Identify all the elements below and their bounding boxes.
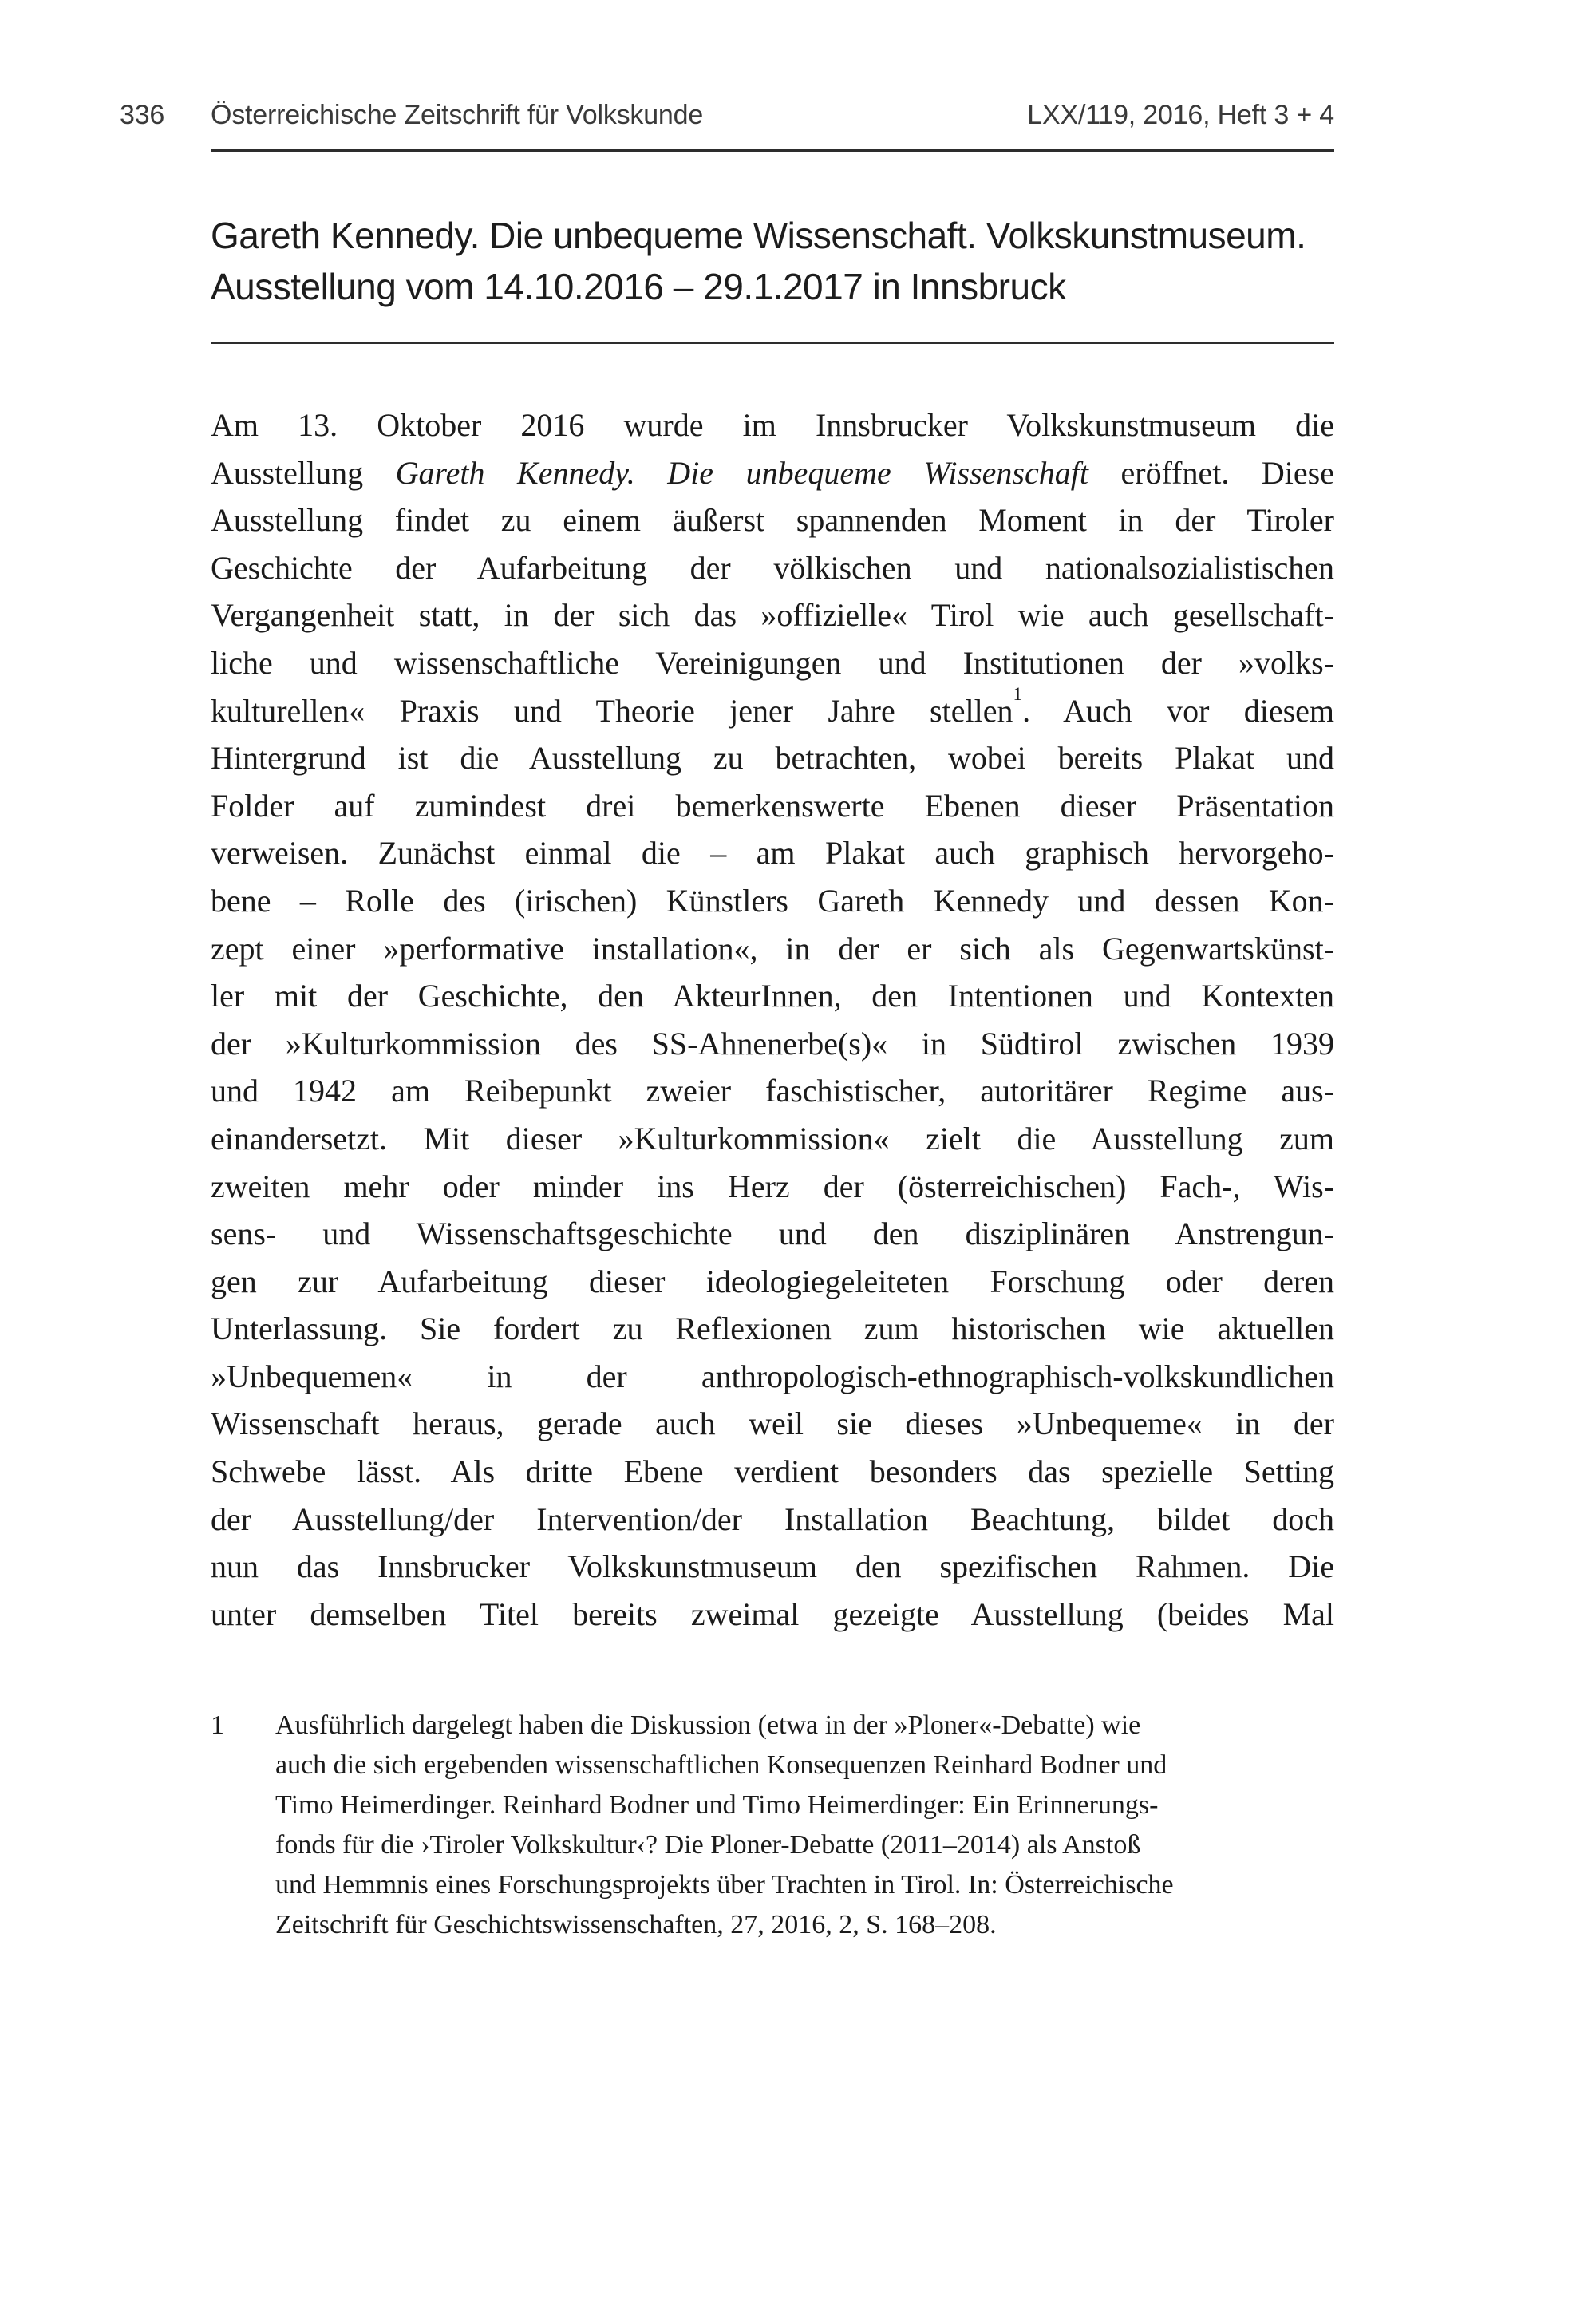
footnote-marker: 1: [211, 1710, 224, 1740]
body-line: unter demselben Titel bereits zweimal gezeigte Ausstellung (beides Mal: [211, 1595, 1334, 1632]
issue-info: LXX/119, 2016, Heft 3 + 4: [1027, 100, 1334, 130]
footnote-line: Zeitschrift für Geschichtswissenschaften, 27, 2016, 2, S. 168–208.: [275, 1910, 997, 1939]
body-line: zept einer »performative installation«, in der er sich als Gegenwartskünst-: [211, 930, 1334, 967]
body-line: verweisen. Zunächst einmal die – am Plakat auch graphisch hervorgeho-: [211, 835, 1334, 872]
body-line: einandersetzt. Mit dieser »Kulturkommission« zielt die Ausstellung zum: [211, 1120, 1334, 1156]
body-line: liche und wissenschaftliche Vereinigungen und Institutionen der »volks-: [211, 644, 1334, 681]
body-line: »Unbequemen« in der anthropologisch-ethnographisch-volkskundlichen: [211, 1358, 1334, 1394]
body-line: der Ausstellung/der Intervention/der Installation Beachtung, bildet doch: [211, 1500, 1334, 1537]
journal-title: Österreichische Zeitschrift für Volkskunde: [211, 100, 704, 130]
body-line: gen zur Aufarbeitung dieser ideologiegeleiteten Forschung oder deren: [211, 1263, 1334, 1299]
footnote-line: Ausführlich dargelegt haben die Diskussion (etwa in der »Ploner«-Debatte) wie: [275, 1710, 1141, 1740]
footnote-line: und Hemmnis eines Forschungsprojekts über Trachten in Tirol. In: Österreichische: [275, 1870, 1174, 1900]
footnote-lines: [275, 1706, 1336, 1945]
body-line: Vergangenheit statt, in der sich das »offizielle« Tirol wie auch gesellschaft-: [211, 597, 1334, 634]
body-line: bene – Rolle des (irischen) Künstlers Gareth Kennedy und dessen Kon-: [211, 882, 1334, 919]
body-line: Wissenschaft heraus, gerade auch weil sie dieses »Unbequeme« in der: [211, 1406, 1334, 1442]
body-line: der »Kulturkommission des SS-Ahnenerbe(s)« in Südtirol zwischen 1939: [211, 1025, 1334, 1062]
footnote-line: Timo Heimerdinger. Reinhard Bodner und Timo Heimerdinger: Ein Erinnerungs-: [275, 1790, 1159, 1820]
article-title-line-1: Gareth Kennedy. Die unbequeme Wissenschaft. Volkskunstmuseum.: [211, 215, 1306, 256]
body-paragraph: [211, 401, 1334, 1638]
body-line: Ausstellung findet zu einem äußerst spannenden Moment in der Tiroler: [211, 502, 1334, 539]
title-rule: [211, 342, 1334, 344]
page-number: 336: [120, 100, 165, 130]
footnote-line: auch die sich ergebenden wissenschaftlichen Konsequenzen Reinhard Bodner und: [275, 1750, 1167, 1780]
body-line: Am 13. Oktober 2016 wurde im Innsbrucker Volkskunstmuseum die: [211, 407, 1334, 443]
body-line: Geschichte der Aufarbeitung der völkischen und nationalsozialistischen: [211, 549, 1334, 586]
article-title: [211, 210, 1368, 312]
running-header: [0, 99, 1596, 134]
body-line: Unterlassung. Sie fordert zu Reflexionen zum historischen wie aktuellen: [211, 1311, 1334, 1347]
footnote-line: fonds für die ›Tiroler Volkskultur‹? Die Ploner-Debatte (2011–2014) als Anstoß: [275, 1830, 1141, 1860]
body-line: und 1942 am Reibepunkt zweier faschistischer, autoritärer Regime aus-: [211, 1073, 1334, 1109]
header-rule: [211, 149, 1334, 152]
body-line: Folder auf zumindest drei bemerkenswerte Ebenen dieser Präsentation: [211, 787, 1334, 824]
article-title-line-2: Ausstellung vom 14.10.2016 – 29.1.2017 in Innsbruck: [211, 266, 1066, 307]
body-line: Ausstellung Gareth Kennedy. Die unbequeme Wissenschaft eröffnet. Diese: [211, 454, 1334, 491]
body-line: sens- und Wissenschaftsgeschichte und den disziplinären Anstrengun-: [211, 1216, 1334, 1252]
body-line: kulturellen« Praxis und Theorie jener Jahre stellen$^1$. Auch vor diesem: [211, 684, 1335, 729]
body-line: nun das Innsbrucker Volkskunstmuseum den spezifischen Rahmen. Die: [211, 1548, 1334, 1585]
body-line: zweiten mehr oder minder ins Herz der (österreichischen) Fach-, Wis-: [211, 1168, 1334, 1204]
body-line: Hintergrund ist die Ausstellung zu betrachten, wobei bereits Plakat und: [211, 740, 1334, 777]
body-line: ler mit der Geschichte, den AkteurInnen, den Intentionen und Kontexten: [211, 978, 1334, 1014]
body-line: Schwebe lässt. Als dritte Ebene verdient besonders das spezielle Setting: [211, 1453, 1334, 1490]
